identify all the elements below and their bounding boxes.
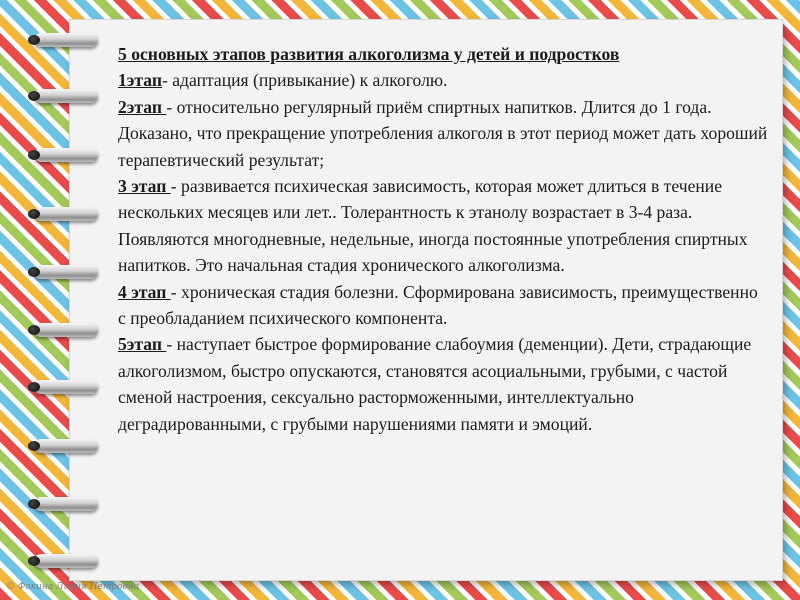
stage-2 <box>118 94 768 173</box>
stage-label: 3 этап <box>118 176 171 197</box>
stage-5 <box>118 331 768 437</box>
slide-text <box>118 41 768 437</box>
stage-1 <box>118 67 768 93</box>
author-watermark: © Фокина Лидия Петровна <box>6 582 140 592</box>
slide-title: 5 основных этапов развития алкоголизма у детей и подростков <box>118 44 620 64</box>
stage-3 <box>118 173 768 279</box>
stage-label: 1этап <box>118 70 162 91</box>
stage-description: - относительно регулярный приём спиртных напитков. Длится до 1 года. Доказано, что прекращение употребления алкоголя в этот период может дать хороший терапевтический результат; <box>118 96 768 170</box>
stage-label: 5этап <box>118 334 167 355</box>
stage-4 <box>118 279 768 332</box>
stage-description: - наступает быстрое формирование слабоумия (деменции). Дети, страдающие алкоголизмом, быстро опускаются, становятся асоциальными, грубыми, с частой сменой настроения, сексуально расторможенными, интеллектуально деградированными, с грубыми нарушениями памяти и эмоций. <box>118 334 752 434</box>
stage-description: - развивается психическая зависимость, которая может длиться в течение нескольких месяцев или лет.. Толерантность к этанолу возрастает в 3-4 раза. Появляются многодневные, недельные, иногда постоянные употребления спиртных напитков. Это начальная стадия хронического алкоголизма. <box>118 176 748 276</box>
stage-description: - адаптация (привыкание) к алкоголю. <box>161 70 448 91</box>
stage-label: 2этап <box>118 96 167 117</box>
stage-label: 4 этап <box>118 281 171 302</box>
stage-description: - хроническая стадия болезни. Сформирована зависимость, преимущественно с преобладанием психического компонента. <box>118 281 758 329</box>
